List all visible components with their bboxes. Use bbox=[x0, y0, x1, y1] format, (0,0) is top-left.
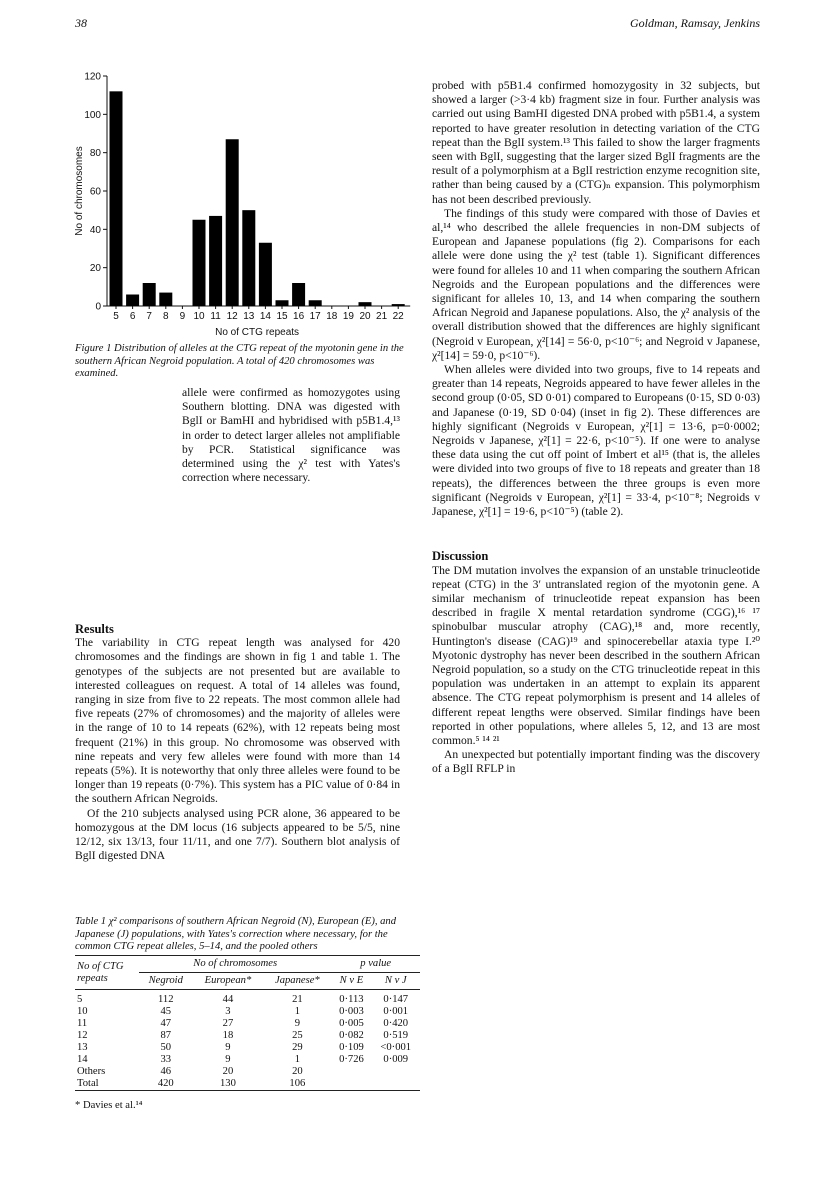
bar-13 bbox=[242, 210, 255, 306]
bar-20 bbox=[359, 302, 372, 306]
table-row bbox=[75, 990, 420, 1007]
x-tick-label: 10 bbox=[193, 311, 205, 322]
x-tick-label: 5 bbox=[113, 311, 119, 322]
table-cell: 20 bbox=[292, 1066, 303, 1077]
table1-caption: Table 1 χ² comparisons of southern African Negroid (N), European (E), and Japanese (J) populations, with Yates's correction where necessary, for the common CTG repeat alleles, 5–14, and the pooled others bbox=[75, 916, 397, 952]
table-cell: 0·009 bbox=[383, 1054, 409, 1065]
bar-16 bbox=[292, 283, 305, 306]
table-cell: 3 bbox=[225, 1006, 231, 1017]
x-tick-label: 6 bbox=[129, 311, 136, 322]
table-cell: 12 bbox=[77, 1030, 88, 1041]
table-row bbox=[75, 1078, 420, 1091]
table-column-header: Negroid bbox=[148, 975, 183, 986]
discussion-paragraph-2: An unexpected but potentially important finding was the discovery of a BglI RFLP in bbox=[432, 748, 760, 776]
table-cell: 0·109 bbox=[339, 1042, 364, 1053]
table-cell: 112 bbox=[158, 994, 174, 1005]
table-cell bbox=[331, 1078, 371, 1091]
table-cell: 0·726 bbox=[339, 1054, 364, 1065]
x-tick-label: 21 bbox=[376, 311, 388, 322]
table-cell: Others bbox=[77, 1066, 106, 1077]
x-tick-label: 16 bbox=[293, 311, 305, 322]
table-cell: 29 bbox=[292, 1042, 303, 1053]
x-tick-label: 11 bbox=[210, 311, 221, 322]
table-cell: 13 bbox=[77, 1042, 88, 1053]
table-cell: 9 bbox=[225, 1042, 231, 1053]
table-row-header: No of CTG repeats bbox=[77, 960, 124, 984]
table-group-chromosomes: No of chromosomes bbox=[139, 956, 331, 973]
y-tick-label: 120 bbox=[84, 71, 101, 83]
table-cell: 0·001 bbox=[383, 1006, 409, 1017]
table-row bbox=[75, 1054, 420, 1066]
table-cell: 5 bbox=[77, 994, 83, 1005]
table-cell: 14 bbox=[77, 1054, 88, 1065]
x-tick-label: 12 bbox=[226, 311, 238, 322]
table-cell bbox=[372, 1066, 421, 1078]
table-cell: 47 bbox=[160, 1018, 172, 1029]
right-paragraph-3: When alleles were divided into two groups, five to 14 repeats and greater than 14 repeats, Negroids appeared to have fewer alleles in the second group (0·05, SD 0·01) compared to Europeans (0·15, SD 0·03) and Japanese (0·19, SD 0·04) (inset in fig 2). These differences are highly significant (Negroids v European, χ²[1] = 13·6, p=0·0002; Negroids v Japanese, χ²[1] = 22·6, p<10⁻⁵). If one were to analyse these data using the cut off point of Imbert et al¹⁵ (that is, the alleles were divided into two groups of five to 18 repeats and greater than 18 repeats), the differences between the three groups is even more significant (Negroids v European, χ²[1] = 33·4, p<10⁻⁸; Negroids v Japanese, χ²[1] = 19·6, p<10⁻⁵) (table 2). bbox=[432, 363, 760, 519]
figure1-bar-chart bbox=[60, 40, 420, 340]
table-cell: 0·113 bbox=[339, 994, 364, 1005]
discussion-paragraph-1: The DM mutation involves the expansion of an unstable trinucleotide repeat (CTG) in the 3′ untranslated region of the myotonin gene. A similar mechanism of trinucleotide repeat expansion has been described in fragile X mental retardation syndrome (CGG),¹⁶ ¹⁷ spinobulbar muscular atrophy (CAG),¹⁸ and, more recently, Huntington's disease (CAG)¹⁹ and spinocerebellar ataxia type I.²⁰ Myotonic dystrophy has never been described in the southern African Negroid population, so a study on the CTG trinucleotide repeat in this population was undertaken in an attempt to explain its apparent absence. The CTG repeat polymorphism is present and 14 alleles of different repeat lengths were observed. Similar findings have been reported in other populations, where alleles 5, 12, and 13 are most common.⁵ ¹⁴ ²¹ bbox=[432, 563, 760, 747]
bar-5 bbox=[110, 91, 123, 306]
y-tick-label: 20 bbox=[89, 263, 101, 275]
table-column-header: N v E bbox=[339, 975, 364, 986]
table-cell: 9 bbox=[225, 1054, 231, 1065]
discussion-heading: Discussion bbox=[432, 549, 489, 564]
table-cell: 11 bbox=[77, 1018, 88, 1029]
table-cell: 18 bbox=[222, 1030, 234, 1041]
table-cell: 87 bbox=[160, 1030, 172, 1041]
bar-17 bbox=[309, 300, 322, 306]
table-cell: 50 bbox=[160, 1042, 172, 1053]
y-tick-label: 80 bbox=[89, 148, 101, 160]
y-tick-label: 100 bbox=[84, 109, 101, 121]
figure1-caption: Figure 1 Distribution of alleles at the CTG repeat of the myotonin gene in the southern African Negroid population. A total of 420 chromosomes was examined. bbox=[75, 343, 404, 379]
right-paragraph-1: probed with p5B1.4 confirmed homozygosity in 32 subjects, but showed a larger (>3·4 kb) fragment size in four. Further analysis was carried out using BamHI digested DNA probed with p5B1.4, a system reported to have greater resolution in detecting variation of the CTG repeat than the BglI system.¹³ This failed to show the larger fragments seen with BglI, suggesting that the larger sized BglI fragments are the result of a polymorphism at a BglI restriction enzyme recognition site, rather than being caused by a (CTG)ₙ expansion. This polymorphism has not been described previously. bbox=[432, 79, 760, 206]
bar-10 bbox=[193, 220, 206, 306]
table-row bbox=[75, 1006, 420, 1018]
table-cell: 1 bbox=[294, 1006, 301, 1017]
page-number: 38 bbox=[75, 16, 87, 30]
table-group-p-value: p value bbox=[331, 956, 420, 973]
bar-22 bbox=[392, 304, 405, 306]
bar-7 bbox=[143, 283, 156, 306]
y-tick-label: 0 bbox=[95, 301, 101, 313]
table-row bbox=[75, 1066, 420, 1078]
table-cell: 27 bbox=[222, 1018, 234, 1029]
x-tick-label: 15 bbox=[276, 311, 288, 322]
bar-6 bbox=[126, 295, 139, 307]
table-row bbox=[75, 1030, 420, 1042]
table-cell: 10 bbox=[77, 1006, 88, 1017]
table1-footnote: * Davies et al.¹⁴ bbox=[75, 1100, 143, 1111]
x-tick-label: 18 bbox=[326, 311, 338, 322]
bar-11 bbox=[209, 216, 222, 306]
bar-12 bbox=[226, 139, 239, 306]
x-tick-label: 7 bbox=[146, 311, 152, 322]
table-cell: 46 bbox=[160, 1066, 172, 1077]
table-cell: 9 bbox=[294, 1018, 301, 1029]
table-cell: 33 bbox=[160, 1054, 172, 1065]
x-tick-label: 8 bbox=[163, 311, 169, 322]
methods-paragraph: allele were confirmed as homozygotes using Southern blotting. DNA was digested with BglI or BamHI and hybridised with p5B1.4,¹³ in order to detect larger alleles not amplifiable by PCR. Statistical significance was determined using the χ² test with Yates's correction where necessary. bbox=[182, 386, 400, 485]
table-column-header: Japanese* bbox=[275, 975, 320, 986]
bar-15 bbox=[276, 300, 289, 306]
x-tick-label: 9 bbox=[179, 311, 186, 322]
table-cell: Total bbox=[77, 1078, 99, 1089]
table-cell: 0·082 bbox=[339, 1030, 364, 1041]
results-paragraph-1: The variability in CTG repeat length was analysed for 420 chromosomes and the findings are shown in fig 1 and table 1. The genotypes of the subjects are not presented but are available to interested colleagues on request. A total of 14 alleles was found, ranging in size from five to 22 repeats. The most common allele had five repeats (27% of chromosomes) and the majority of alleles were in the range of 10 to 14 repeats (62%), with 12 repeats being most frequent (21%) in this group. No chromosome was observed with nine repeats and very few alleles were found with more than 14 repeats (5%). It is noteworthy that only three alleles were found to be longer than 19 repeats (0·7%). This system has a PIC value of 0·84 in the southern African Negroids. bbox=[75, 636, 400, 806]
table-cell bbox=[372, 1078, 421, 1091]
table-cell: <0·001 bbox=[380, 1042, 412, 1053]
table-cell: 45 bbox=[160, 1006, 172, 1017]
table-cell: 25 bbox=[292, 1030, 303, 1041]
x-tick-label: 17 bbox=[309, 311, 321, 322]
table-cell: 0·519 bbox=[383, 1030, 409, 1041]
table-cell: 44 bbox=[222, 994, 234, 1005]
table-column-header: European* bbox=[204, 975, 252, 986]
x-tick-label: 22 bbox=[392, 311, 404, 322]
x-tick-label: 13 bbox=[243, 311, 255, 322]
table-row bbox=[75, 1018, 420, 1030]
table-cell: 0·005 bbox=[339, 1018, 364, 1029]
running-head-authors: Goldman, Ramsay, Jenkins bbox=[630, 16, 760, 30]
x-tick-label: 14 bbox=[259, 311, 271, 322]
y-tick-label: 40 bbox=[89, 224, 101, 236]
table-cell: 130 bbox=[220, 1078, 236, 1089]
right-paragraph-2: The findings of this study were compared with those of Davies et al,¹⁴ who described the allele frequencies in non-DM subjects of European and Japanese populations (fig 2). Comparisons for each allele were done using the χ² test (table 1). Significant differences were found for alleles 10 and 11 when comparing the southern African Negroids and the European populations and the differences were significant for alleles 10, 13, and 14 when comparing the southern African Negroid and Japanese populations. Also, the χ² analysis of the overall distribution showed that the differences are highly significant (Negroid v European, χ²[14] = 56·0, p<10⁻⁶; and Negroid v Japanese, χ²[14] = 59·0, p<10⁻⁶). bbox=[432, 206, 760, 362]
results-heading: Results bbox=[75, 622, 114, 636]
x-tick-label: 20 bbox=[359, 311, 371, 322]
table-cell: 0·003 bbox=[339, 1006, 364, 1017]
results-paragraph-2: Of the 210 subjects analysed using PCR alone, 36 appeared to be homozygous at the DM locus (16 subjects appeared to be 5/5, nine 12/12, six 13/13, four 11/11, and one 7/7). Southern blot analysis of BglI digested DNA bbox=[75, 806, 400, 863]
x-tick-label: 19 bbox=[342, 311, 354, 322]
table-cell: 1 bbox=[294, 1054, 301, 1065]
table-cell: 0·147 bbox=[383, 994, 409, 1005]
table-cell: 106 bbox=[289, 1078, 306, 1089]
bar-14 bbox=[259, 243, 272, 306]
table-cell: 21 bbox=[292, 994, 303, 1005]
table-cell bbox=[331, 1066, 371, 1078]
table-column-header: N v J bbox=[384, 975, 407, 986]
bar-8 bbox=[159, 293, 172, 306]
table-cell: 20 bbox=[222, 1066, 234, 1077]
y-tick-label: 60 bbox=[89, 186, 101, 198]
table-cell: 420 bbox=[157, 1078, 174, 1089]
y-axis-label: No of chromosomes bbox=[74, 146, 85, 236]
table-cell: 0·420 bbox=[383, 1018, 409, 1029]
table-row bbox=[75, 1042, 420, 1054]
table1 bbox=[75, 955, 420, 1091]
x-axis-label: No of CTG repeats bbox=[215, 327, 300, 338]
